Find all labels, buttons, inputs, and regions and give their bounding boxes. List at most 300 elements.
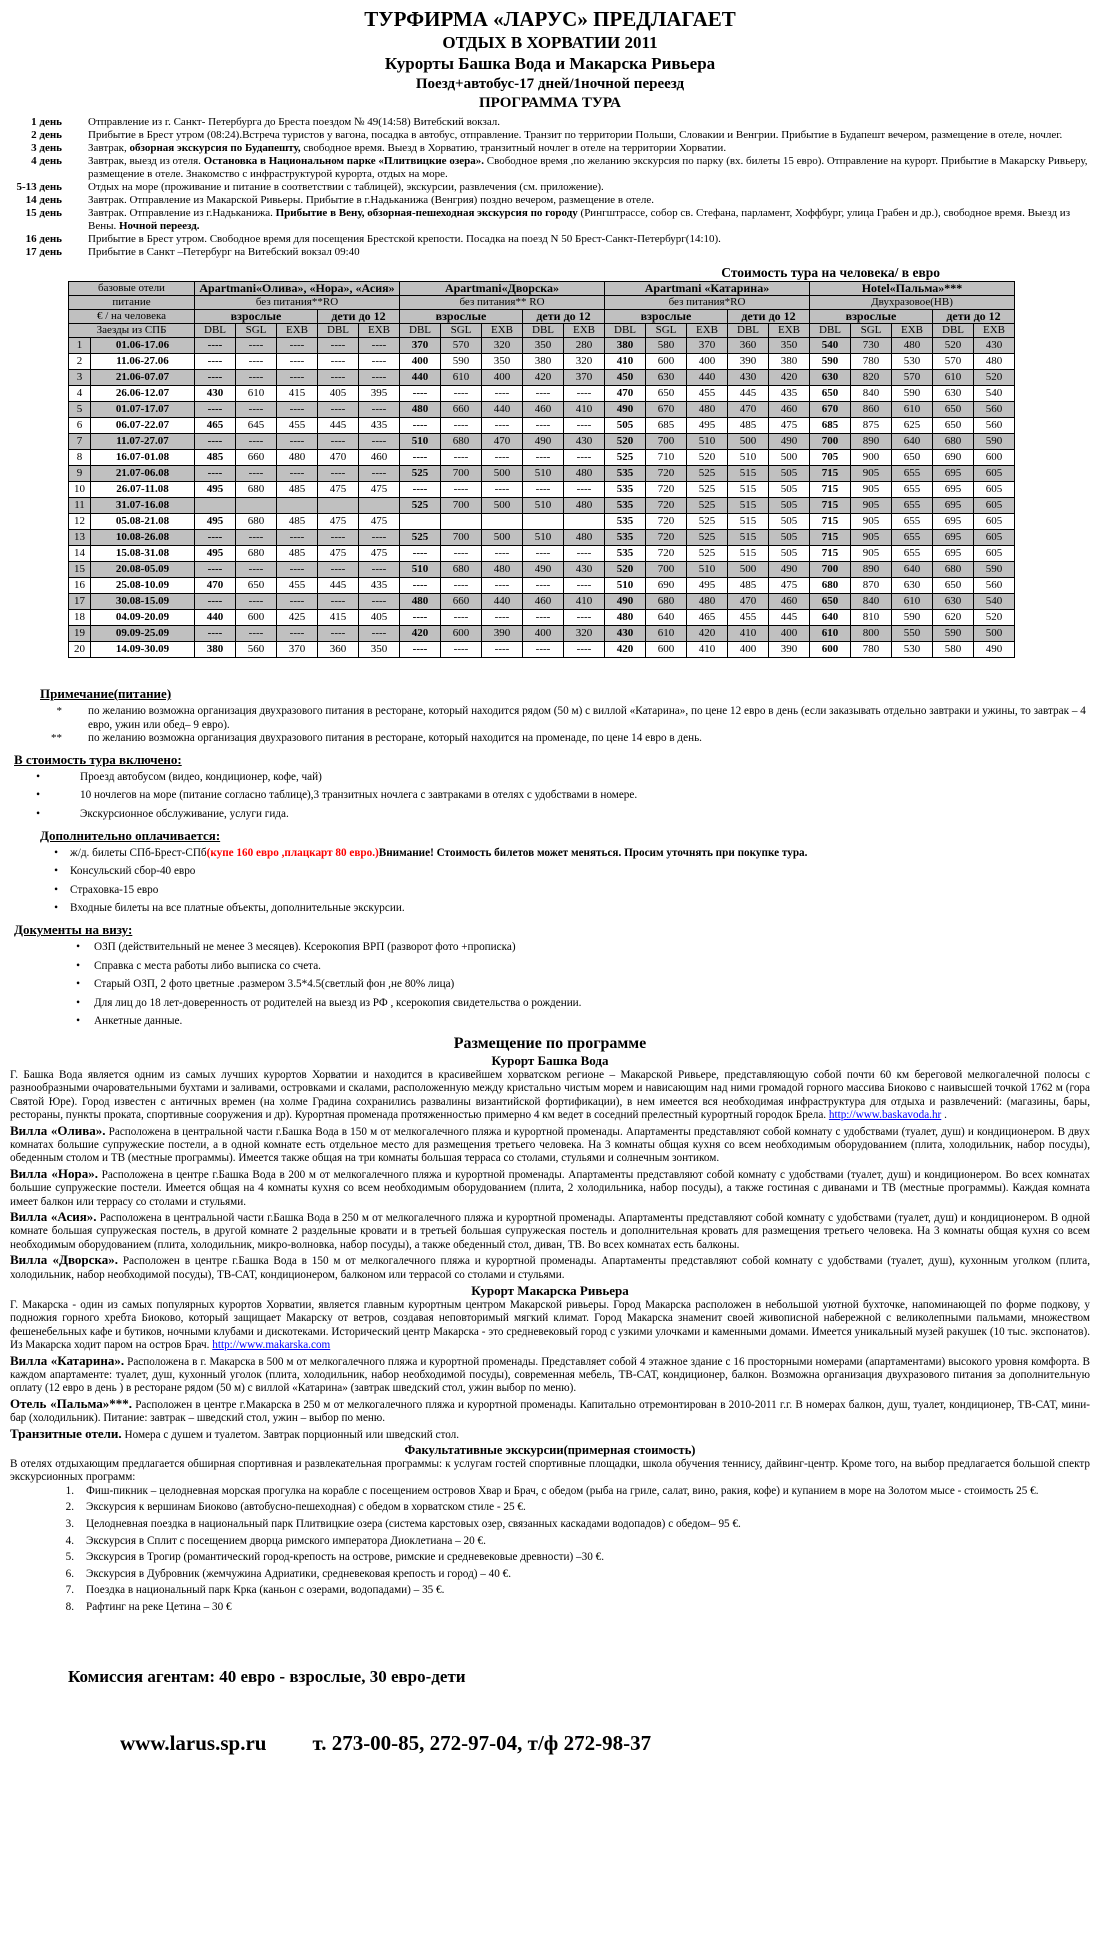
price-cell: 530 — [892, 354, 933, 370]
price-cell: ---- — [564, 450, 605, 466]
price-cell: 525 — [400, 466, 441, 482]
price-cell: ---- — [195, 402, 236, 418]
included-list — [10, 771, 1090, 822]
price-row — [69, 610, 1015, 626]
program-row — [10, 155, 1090, 181]
price-cell: 390 — [482, 626, 523, 642]
price-cell: 445 — [769, 610, 810, 626]
price-cell: 700 — [441, 498, 482, 514]
departure-dates-cell: 06.07-22.07 — [91, 418, 195, 434]
price-cell: 400 — [482, 370, 523, 386]
price-cell: 540 — [974, 386, 1015, 402]
extra-item — [40, 884, 1090, 898]
price-cell: 525 — [687, 514, 728, 530]
price-table-header-cell: EXB — [564, 324, 605, 338]
price-cell: 510 — [687, 562, 728, 578]
description-paragraph — [10, 1124, 1090, 1166]
departure-dates-cell: 11.06-27.06 — [91, 354, 195, 370]
price-cell: 610 — [646, 626, 687, 642]
price-cell: 410 — [687, 642, 728, 658]
text-segment: Прибытие в Санкт –Петербург на Витебский вокзал 09:40 — [88, 246, 360, 258]
list-marker: • — [76, 978, 80, 991]
price-cell: ---- — [359, 370, 400, 386]
price-cell: 410 — [564, 402, 605, 418]
price-cell: 700 — [646, 434, 687, 450]
price-cell: 650 — [933, 418, 974, 434]
price-cell: 455 — [687, 386, 728, 402]
price-row — [69, 514, 1015, 530]
bashka-voda-descriptions — [10, 1069, 1090, 1282]
price-cell — [318, 498, 359, 514]
price-cell: ---- — [359, 402, 400, 418]
price-cell: 400 — [728, 642, 769, 658]
price-cell: 490 — [974, 642, 1015, 658]
price-cell: 590 — [933, 626, 974, 642]
departure-dates-cell: 01.06-17.06 — [91, 338, 195, 354]
price-cell: 510 — [523, 498, 564, 514]
price-table-header-cell: дети до 12 — [933, 310, 1015, 324]
price-cell: 650 — [810, 594, 851, 610]
price-cell: ---- — [277, 530, 318, 546]
text-segment: . — [941, 1109, 947, 1122]
price-cell: 500 — [974, 626, 1015, 642]
price-cell: 535 — [605, 482, 646, 498]
price-cell: 465 — [195, 418, 236, 434]
price-cell: 660 — [441, 594, 482, 610]
notes-heading: Примечание(питание) — [40, 686, 172, 701]
text-segment: Расположен в центре г.Макарска в 250 м от мелкогалечного пляжа и курортной променады. Капитально отремонтирован в 2010-2011 г.г. В номерах балкон, душ, туалет, кондиционер, ТВ-САТ, мини-бар (холодильник). Питание: завтрак – шведский стол, ужин – выбор по меню. — [10, 1398, 1090, 1425]
price-cell: 590 — [974, 562, 1015, 578]
subtitle-transport: Поезд+автобус-17 дней/1ночной переезд — [415, 76, 685, 92]
price-cell: 455 — [277, 578, 318, 594]
visa-item — [50, 960, 1090, 974]
price-cell: ---- — [318, 626, 359, 642]
price-cell: 410 — [564, 594, 605, 610]
price-cell: 535 — [605, 498, 646, 514]
price-cell: ---- — [359, 626, 400, 642]
price-cell: 535 — [605, 514, 646, 530]
price-cell: ---- — [523, 482, 564, 498]
price-cell: ---- — [236, 562, 277, 578]
price-cell: ---- — [400, 418, 441, 434]
price-cell: 490 — [769, 562, 810, 578]
price-cell: 540 — [810, 338, 851, 354]
departure-dates-cell: 01.07-17.07 — [91, 402, 195, 418]
price-cell: 540 — [974, 594, 1015, 610]
price-cell: 560 — [236, 642, 277, 658]
price-cell: 460 — [523, 594, 564, 610]
price-cell: ---- — [277, 402, 318, 418]
price-cell: 905 — [851, 546, 892, 562]
excursion-item — [52, 1601, 1090, 1615]
list-marker: 1 день — [31, 116, 62, 128]
list-marker: • — [76, 1015, 80, 1028]
price-cell: 480 — [277, 450, 318, 466]
extra-list — [40, 847, 1090, 916]
list-marker: 17 день — [25, 246, 62, 258]
subtitle-resorts: Курорты Башка Вода и Макарска Ривьера — [384, 54, 716, 73]
program-row — [10, 246, 1090, 259]
price-cell: ---- — [195, 562, 236, 578]
price-row — [69, 338, 1015, 354]
price-cell: 370 — [564, 370, 605, 386]
list-marker: • — [36, 770, 40, 783]
list-marker: 4. — [65, 1534, 74, 1547]
price-table-header-cell: SGL — [441, 324, 482, 338]
price-cell: 525 — [687, 530, 728, 546]
price-cell: ---- — [523, 418, 564, 434]
price-row — [69, 482, 1015, 498]
price-cell: 630 — [933, 594, 974, 610]
price-cell: 505 — [769, 498, 810, 514]
price-cell: ---- — [523, 578, 564, 594]
departure-dates-cell: 04.09-20.09 — [91, 610, 195, 626]
price-cell: 440 — [400, 370, 441, 386]
price-cell: 690 — [646, 578, 687, 594]
price-cell — [441, 514, 482, 530]
price-cell: 485 — [277, 482, 318, 498]
text-segment: Экскурсия в Сплит с посещением дворца римского императора Диоклетиана – 20 €. — [86, 1534, 486, 1547]
price-table-header-cell: без питания** RO — [400, 296, 605, 310]
price-cell — [195, 498, 236, 514]
price-cell: 600 — [974, 450, 1015, 466]
price-cell: 610 — [236, 386, 277, 402]
price-table-header-cell: EXB — [769, 324, 810, 338]
price-cell: 640 — [892, 562, 933, 578]
price-cell: 400 — [769, 626, 810, 642]
price-cell: 400 — [687, 354, 728, 370]
price-cell: 380 — [195, 642, 236, 658]
price-cell: ---- — [400, 386, 441, 402]
price-cell: 720 — [646, 466, 687, 482]
price-cell: 680 — [236, 514, 277, 530]
price-cell: 500 — [482, 466, 523, 482]
list-marker: 3. — [65, 1518, 74, 1531]
price-cell: 350 — [523, 338, 564, 354]
excursion-item — [52, 1551, 1090, 1565]
row-number-cell: 3 — [69, 370, 91, 386]
price-cell: 705 — [810, 450, 851, 466]
text-segment: Прибытие в Брест утром (08:24).Встреча туристов у вагона, посадка в автобус, отправление. Транзит по территории Польши, Словакии и Венгрии. Прибытие в Будапешт вечером, размещение в отеле, ночлег. — [88, 129, 1063, 141]
price-cell: 700 — [441, 466, 482, 482]
price-cell: 605 — [974, 546, 1015, 562]
text-segment: Расположена в г. Макарска в 500 м от мелкогалечного пляжа и курортной променады. Представляет собой 4 этажное здание с 16 просторными номерами (апартаментами) высокого уровня комфорта. В каждом апартаменте: туалет, душ, кухонный уголок (плита, холодильник, набор необходимой посуды), современная мебель, ТВ-САТ, кондиционер, балкон. Возможна организация двухразового питания за дополнительную оплату (12 евро в день ) в ресторане рядом (50 м) с виллой «Катарина» (завтрак шведский стол, ужин выбор по меню). — [10, 1355, 1091, 1395]
price-cell: ---- — [359, 466, 400, 482]
notes-list — [10, 705, 1090, 746]
price-cell: 655 — [892, 466, 933, 482]
price-cell: 655 — [892, 498, 933, 514]
departure-dates-cell: 14.09-30.09 — [91, 642, 195, 658]
price-cell: 505 — [769, 482, 810, 498]
price-cell: 695 — [933, 482, 974, 498]
text-segment: Вилла «Нора». — [10, 1165, 98, 1181]
subtitle-year: ОТДЫХ В ХОРВАТИИ 2011 — [442, 33, 658, 52]
price-cell: 505 — [769, 546, 810, 562]
price-cell: 480 — [564, 466, 605, 482]
price-cell: 475 — [359, 514, 400, 530]
text-segment: Отправление из г. Санкт- Петербурга до Бреста поездом № 49(14:58) Витебский вокзал. — [88, 116, 501, 128]
price-cell: 695 — [933, 498, 974, 514]
list-marker: 3 день — [31, 142, 62, 154]
price-cell: 485 — [277, 546, 318, 562]
price-table-header-cell: EXB — [687, 324, 728, 338]
price-cell: 320 — [564, 354, 605, 370]
price-cell: 695 — [933, 546, 974, 562]
price-cell: 505 — [769, 514, 810, 530]
price-cell: ---- — [277, 370, 318, 386]
price-table-header-cell: взрослые — [400, 310, 523, 324]
contact-line — [120, 1731, 1090, 1756]
price-cell: 470 — [605, 386, 646, 402]
price-table-header-cell: Apartmani«Олива», «Нора», «Асия» — [195, 282, 400, 296]
price-cell: 840 — [851, 386, 892, 402]
price-row — [69, 498, 1015, 514]
price-cell: 520 — [974, 370, 1015, 386]
text-segment: Г. Башка Вода является одним из самых лучших курортов Хорватии и находится в красивейшем хорватском регионе – Макарской Ривьере, представляющую собой почти 60 км береговой мелкогалечной полосы с разнообразными очаровательными бухтами и заливами, островками и скалами, расположенную между кристально чистым морем и нависающим над ними громадой горного массива Биоково с наивысшей точкой 1762 м (гора Святой Юре). Город известен с античных времен (на холме Градина сохранились развалины византийской фортификации), в нем имеется вся необходимая инфраструктура для отдыха и развлечений: (магазины, бары, рестораны, пункты проката, спортивные сооружения и др). Курортная променада протяженностью примерно 4 км ведет в соседний прелестный курортный городок Брела. — [10, 1068, 1090, 1122]
note-item — [10, 705, 1090, 732]
price-cell: 570 — [933, 354, 974, 370]
price-cell: 525 — [605, 450, 646, 466]
program-row — [10, 233, 1090, 246]
price-cell: 480 — [400, 594, 441, 610]
included-item — [10, 789, 1090, 803]
text-segment: Экскурсия в Дубровник (жемчужина Адриатики, средневековая крепость и город) – 40 €. — [86, 1567, 512, 1580]
price-cell: 470 — [728, 402, 769, 418]
price-cell: 645 — [236, 418, 277, 434]
departure-dates-cell: 10.08-26.08 — [91, 530, 195, 546]
price-cell: 475 — [318, 514, 359, 530]
price-cell: 900 — [851, 450, 892, 466]
price-table-header-cell: EXB — [892, 324, 933, 338]
makarska-link[interactable]: http://www.makarska.com — [212, 1339, 331, 1352]
price-cell: 405 — [359, 610, 400, 626]
price-row — [69, 450, 1015, 466]
price-cell: 655 — [892, 530, 933, 546]
visa-item — [50, 997, 1090, 1011]
price-cell: ---- — [195, 594, 236, 610]
price-cell: ---- — [195, 530, 236, 546]
price-cell: 630 — [646, 370, 687, 386]
price-cell: ---- — [277, 562, 318, 578]
list-marker: 5-13 день — [16, 181, 62, 193]
row-number-cell: 1 — [69, 338, 91, 354]
price-cell: 680 — [441, 434, 482, 450]
price-cell: 470 — [728, 594, 769, 610]
price-row — [69, 402, 1015, 418]
price-table-header-cell: DBL — [318, 324, 359, 338]
price-cell: 515 — [728, 498, 769, 514]
price-table-header-cell: взрослые — [810, 310, 933, 324]
row-number-cell: 5 — [69, 402, 91, 418]
departure-dates-cell: 30.08-15.09 — [91, 594, 195, 610]
price-cell: 710 — [646, 450, 687, 466]
price-cell: 525 — [687, 466, 728, 482]
list-marker: • — [76, 959, 80, 972]
price-row — [69, 626, 1015, 642]
price-table-header-cell: SGL — [646, 324, 687, 338]
price-cell: 680 — [933, 434, 974, 450]
text-segment: Свободное время ,по желанию экскурсия по парку (вх. билеты 15 евро). Отправление на курорт. Прибытие в Макарску Ривьеру, размещение в отеле. Знакомство с инфраструктурой курорта, отдых на море. — [88, 155, 1088, 180]
price-cell: 515 — [728, 482, 769, 498]
text-segment: Входные билеты на все платные объекты, дополнительные экскурсии. — [70, 902, 405, 915]
price-cell: 430 — [564, 434, 605, 450]
price-cell: 485 — [195, 450, 236, 466]
price-table-header-cell: Apartmani«Дворска» — [400, 282, 605, 296]
price-cell: 535 — [605, 546, 646, 562]
price-cell: ---- — [318, 402, 359, 418]
price-cell: 395 — [359, 386, 400, 402]
price-cell: 415 — [277, 386, 318, 402]
baskavoda-link[interactable]: http://www.baskavoda.hr — [828, 1109, 942, 1122]
price-cell: 655 — [892, 514, 933, 530]
price-cell: 525 — [400, 498, 441, 514]
price-cell: 455 — [277, 418, 318, 434]
price-cell: 905 — [851, 530, 892, 546]
price-cell: 510 — [605, 578, 646, 594]
price-cell: ---- — [441, 418, 482, 434]
price-cell: ---- — [523, 450, 564, 466]
price-cell: 380 — [605, 338, 646, 354]
price-cell: 780 — [851, 642, 892, 658]
text-segment: Вилла «Дворска». — [10, 1252, 118, 1268]
price-cell: 715 — [810, 498, 851, 514]
text-segment: Прибытие в Вену, обзорная-пешеходная экскурсия по городу — [275, 207, 578, 219]
price-cell: 525 — [400, 530, 441, 546]
list-marker: 6. — [65, 1567, 74, 1580]
price-cell: 680 — [441, 562, 482, 578]
price-cell: 440 — [687, 370, 728, 386]
price-table-header-cell: SGL — [236, 324, 277, 338]
price-cell: 405 — [318, 386, 359, 402]
list-marker: • — [36, 807, 40, 820]
price-cell: 630 — [933, 386, 974, 402]
price-cell: 685 — [810, 418, 851, 434]
price-cell: 715 — [810, 466, 851, 482]
price-cell: 495 — [195, 546, 236, 562]
price-cell: 695 — [933, 514, 974, 530]
price-cell: ---- — [482, 386, 523, 402]
price-cell: 350 — [359, 642, 400, 658]
accommodation-heading: Размещение по программе — [453, 1034, 647, 1052]
price-cell: 610 — [441, 370, 482, 386]
price-cell: ---- — [400, 450, 441, 466]
price-row — [69, 546, 1015, 562]
excursion-item — [52, 1501, 1090, 1515]
price-row — [69, 530, 1015, 546]
price-cell: ---- — [359, 434, 400, 450]
price-cell: 680 — [646, 594, 687, 610]
price-row — [69, 370, 1015, 386]
price-cell: 605 — [974, 466, 1015, 482]
price-cell: 435 — [769, 386, 810, 402]
price-table-header-cell: Заезды из СПБ — [69, 324, 195, 338]
price-cell: 475 — [318, 482, 359, 498]
text-segment: Вилла «Катарина». — [10, 1352, 125, 1368]
departure-dates-cell: 11.07-27.07 — [91, 434, 195, 450]
row-number-cell: 13 — [69, 530, 91, 546]
row-number-cell: 19 — [69, 626, 91, 642]
price-cell: ---- — [564, 610, 605, 626]
program-list — [10, 116, 1090, 259]
price-cell: 510 — [687, 434, 728, 450]
price-cell: ---- — [277, 354, 318, 370]
price-cell: 600 — [646, 354, 687, 370]
price-table-header-cell: EXB — [277, 324, 318, 338]
price-table-header-cell: питание — [69, 296, 195, 310]
price-cell: 655 — [892, 482, 933, 498]
row-number-cell: 10 — [69, 482, 91, 498]
row-number-cell: 6 — [69, 418, 91, 434]
price-cell: 890 — [851, 562, 892, 578]
row-number-cell: 9 — [69, 466, 91, 482]
price-cell: 430 — [195, 386, 236, 402]
price-cell: 590 — [441, 354, 482, 370]
excursion-item — [52, 1584, 1090, 1598]
price-cell: 550 — [892, 626, 933, 642]
price-cell — [523, 514, 564, 530]
text-segment: Экскурсионное обслуживание, услуги гида. — [80, 807, 289, 820]
price-cell: 500 — [728, 562, 769, 578]
list-marker: 1. — [65, 1484, 74, 1497]
price-cell: 715 — [810, 530, 851, 546]
price-table-header-cell: EXB — [482, 324, 523, 338]
included-heading: В стоимость тура включено: — [14, 751, 182, 767]
departure-dates-cell: 16.07-01.08 — [91, 450, 195, 466]
price-cell: 515 — [728, 466, 769, 482]
page-title: ТУРФИРМА «ЛАРУС» ПРЕДЛАГАЕТ — [364, 7, 736, 31]
price-cell: 480 — [687, 594, 728, 610]
price-cell: ---- — [236, 626, 277, 642]
price-cell: 600 — [810, 642, 851, 658]
departure-dates-cell: 05.08-21.08 — [91, 514, 195, 530]
price-cell: 620 — [933, 610, 974, 626]
price-cell: ---- — [400, 642, 441, 658]
price-cell: ---- — [318, 530, 359, 546]
list-marker: • — [76, 940, 80, 953]
text-segment: Экскурсия в Трогир (романтический город-крепость на острове, римские и средневековые древности) –30 €. — [86, 1551, 604, 1564]
price-table-header-cell: DBL — [523, 324, 564, 338]
text-segment: Завтрак, — [88, 142, 130, 154]
price-cell: 460 — [769, 402, 810, 418]
price-cell: ---- — [441, 642, 482, 658]
description-paragraph — [10, 1427, 1090, 1442]
price-cell: ---- — [523, 610, 564, 626]
text-segment: Внимание! Стоимость билетов может меняться. Просим уточнять при покупке тура. — [378, 846, 808, 859]
price-cell: 685 — [646, 418, 687, 434]
row-number-cell: 2 — [69, 354, 91, 370]
price-cell: 360 — [318, 642, 359, 658]
price-cell: 510 — [400, 562, 441, 578]
text-segment: (купе 160 евро ,плацкарт 80 евро.) — [206, 846, 379, 859]
text-segment: Завтрак. Отправление из Макарской Ривьеры. Прибытие в г.Надьканижа (Венгрия) поздно вечером, размещение в отеле. — [88, 194, 655, 206]
price-cell: 390 — [728, 354, 769, 370]
price-cell: 800 — [851, 626, 892, 642]
website[interactable]: www.larus.sp.ru — [120, 1730, 267, 1755]
price-cell: 370 — [277, 642, 318, 658]
price-cell: ---- — [441, 578, 482, 594]
phone-numbers: т. 273-00-85, 272-97-04, т/ф 272-98-37 — [312, 1730, 652, 1755]
text-segment: Рафтинг на реке Цетина – 30 € — [86, 1601, 232, 1614]
price-cell: 480 — [687, 402, 728, 418]
text-segment: по желанию возможна организация двухразового питания в ресторане, который находится на променаде, по цене 14 евро в день. — [88, 732, 702, 745]
excursion-item — [52, 1568, 1090, 1582]
price-cell: ---- — [523, 386, 564, 402]
price-cell: ---- — [236, 434, 277, 450]
price-cell: 320 — [482, 338, 523, 354]
text-segment: Прибытие в Брест утром. Свободное время для посещения Брестской крепости. Посадка на поезд N 50 Брест-Санкт-Петербург(14:10). — [88, 233, 721, 245]
price-cell: ---- — [236, 338, 277, 354]
price-cell: ---- — [236, 530, 277, 546]
